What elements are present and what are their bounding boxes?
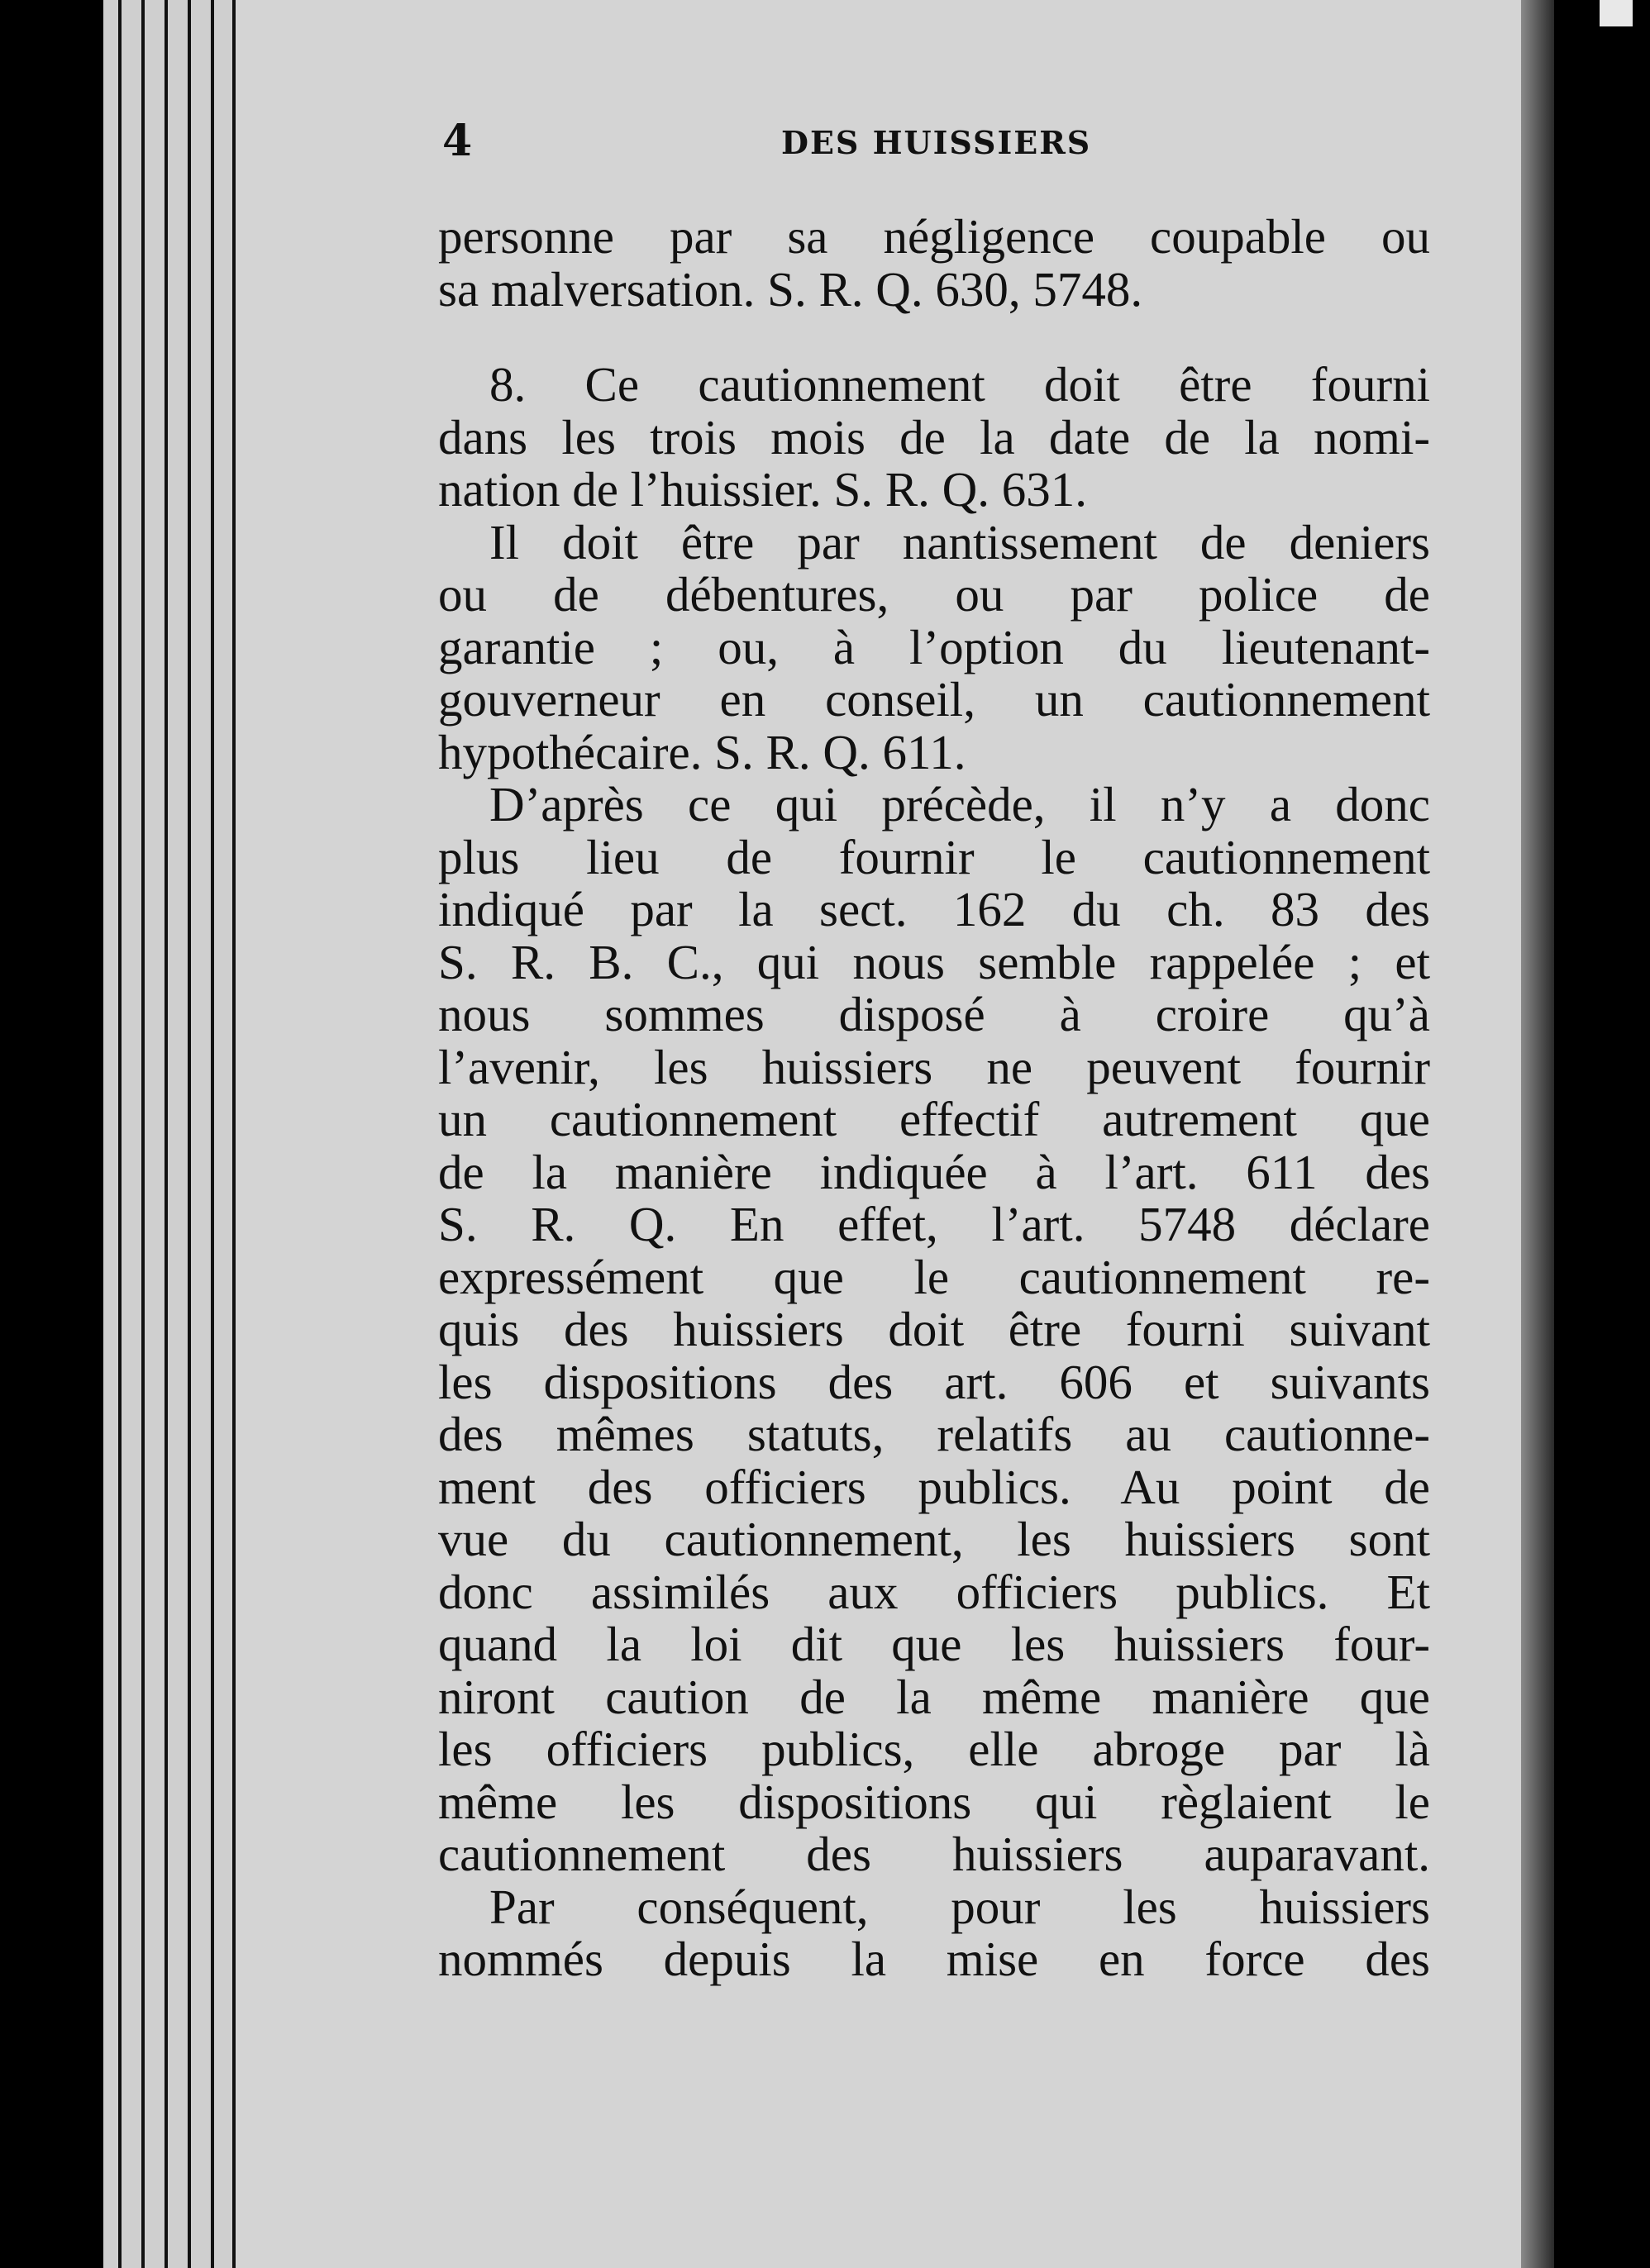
page-edge-line — [165, 0, 168, 2268]
text-line: niront caution de la même manière que — [438, 1669, 1430, 1724]
scan-corner-mark — [1600, 0, 1633, 26]
text-line: ou de débentures, ou par police de — [438, 567, 1430, 622]
text-line: S. R. B. C., qui nous semble rappelée ; et — [438, 934, 1430, 989]
text-line: nous sommes disposé à croire qu’à — [438, 987, 1430, 1041]
text-line: nommés depuis la mise en force des — [438, 1932, 1430, 1986]
page-edge-line — [211, 0, 214, 2268]
text-line: de la manière indiquée à l’art. 611 des — [438, 1144, 1430, 1199]
text-line: quis des huissiers doit être fourni suivant — [438, 1302, 1430, 1356]
text-line: les officiers publics, elle abroge par là — [438, 1722, 1430, 1776]
text-line: personne par sa négligence coupable ou — [438, 209, 1430, 264]
text-line: Il doit être par nantissement de deniers — [489, 514, 1430, 569]
text-line: cautionnement des huissiers auparavant. — [438, 1827, 1430, 1881]
text-line: Par conséquent, pour les huissiers — [489, 1879, 1430, 1934]
page-edge-line — [118, 0, 122, 2268]
text-line: dans les trois mois de la date de la nomi- — [438, 409, 1430, 465]
text-line: hypothécaire. S. R. Q. 611. — [438, 724, 966, 779]
text-line: vue du cautionnement, les huissiers sont — [438, 1512, 1430, 1566]
text-line: des mêmes statuts, relatifs au cautionne- — [438, 1407, 1430, 1461]
body-text — [438, 211, 1430, 1986]
text-line: indiqué par la sect. 162 du ch. 83 des — [438, 882, 1430, 936]
text-line: expressément que le cautionnement re- — [438, 1249, 1430, 1304]
page-gutter-shadow — [1521, 0, 1554, 2268]
text-line: gouverneur en conseil, un cautionnement — [438, 672, 1430, 727]
text-line: garantie ; ou, à l’option du lieutenant- — [438, 619, 1430, 674]
text-line: nation de l’huissier. S. R. Q. 631. — [438, 462, 1088, 517]
text-line: 8. Ce cautionnement doit être fourni — [489, 357, 1430, 412]
text-line: sa malversation. S. R. Q. 630, 5748. — [438, 261, 1143, 317]
text-line: ment des officiers publics. Au point de — [438, 1459, 1430, 1514]
text-line: S. R. Q. En effet, l’art. 5748 déclare — [438, 1197, 1430, 1251]
paragraph-gap — [438, 316, 1430, 359]
text-line: les dispositions des art. 606 et suivants — [438, 1354, 1430, 1409]
text-line: plus lieu de fournir le cautionnement — [438, 829, 1430, 884]
running-head: DES HUISSIERS — [781, 124, 1092, 161]
text-line: un cautionnement effectif autrement que — [438, 1092, 1430, 1146]
page-header — [442, 116, 1434, 165]
page-number: 4 — [442, 116, 473, 166]
text-line: même les dispositions qui règlaient le — [438, 1774, 1430, 1829]
text-line: D’après ce qui précède, il n’y a donc — [489, 777, 1430, 831]
page-edge-line — [188, 0, 191, 2268]
stacked-page-edges — [103, 0, 236, 2268]
text-line: l’avenir, les huissiers ne peuvent fournir — [438, 1039, 1430, 1094]
text-line: quand la loi dit que les huissiers four- — [438, 1617, 1430, 1671]
text-line: donc assimilés aux officiers publics. Et — [438, 1564, 1430, 1619]
page-edge-line — [141, 0, 145, 2268]
